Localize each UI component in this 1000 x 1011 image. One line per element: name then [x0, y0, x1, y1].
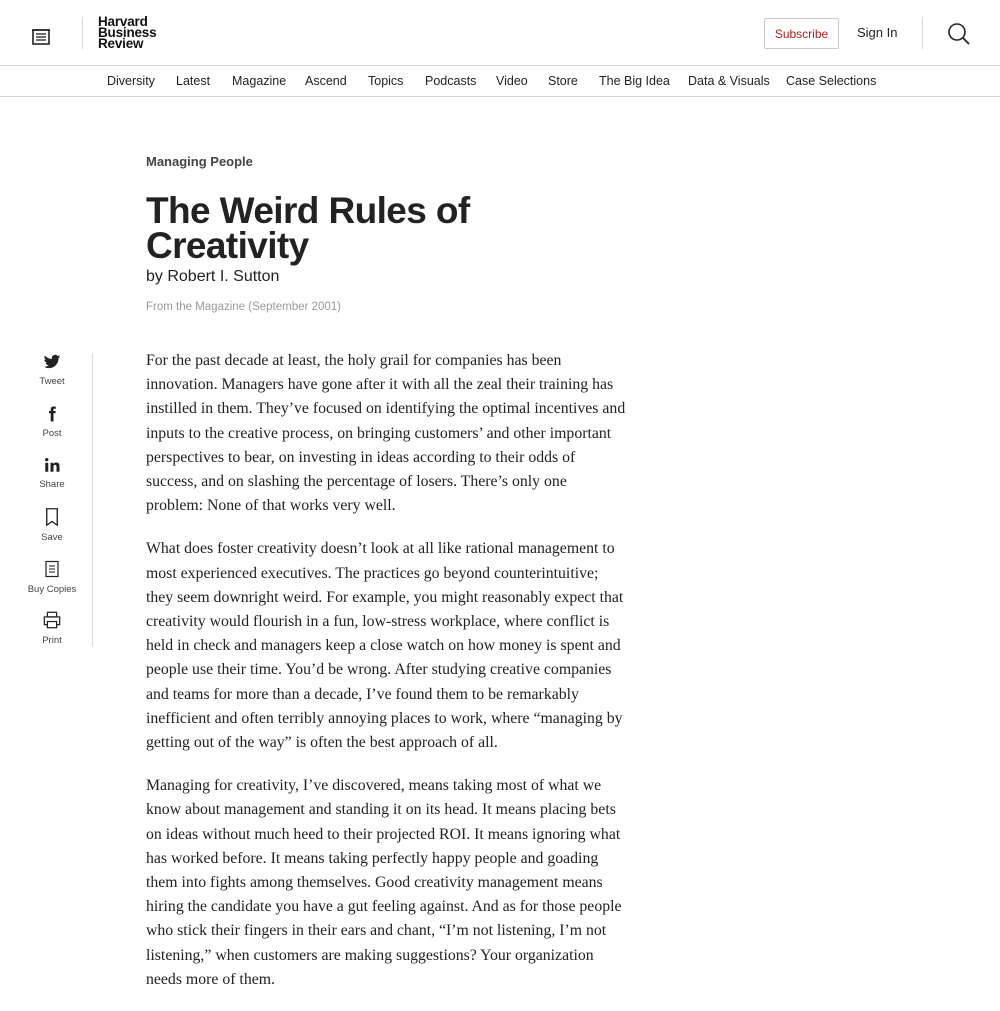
nav-item-magazine[interactable]: Magazine — [232, 74, 287, 88]
article-title: The Weird Rules of Creativity — [146, 190, 470, 266]
share-label: Post — [42, 428, 62, 439]
menu-icon[interactable] — [28, 24, 54, 50]
save-button[interactable] — [22, 507, 82, 543]
nav-item-case-selections[interactable]: Case Selections — [786, 74, 877, 88]
header-divider — [82, 17, 83, 49]
share-label: Save — [41, 532, 63, 543]
search-icon[interactable] — [946, 21, 972, 47]
tweet-button[interactable] — [22, 353, 82, 387]
logo-line: Harvard — [98, 14, 148, 29]
logo-line: Review — [98, 36, 144, 51]
share-label: Share — [39, 479, 65, 490]
linkedin-icon — [43, 456, 61, 474]
article-paragraph: Managing for creativity, I’ve discovered, means taking most of what we know about management and standing it on its head. It means placing bets on ideas without much heed to their projected ROI. It means ignoring what has worked before. It means taking perfectly happy people and goading them into fights among themselves. Good creativity management means hiring the candidate you have a gut feeling against. And as for those people who stick their fingers in their ears and chant, “I’m not listening, I’m not listening,” when customers are making suggestions? Your organization needs more of them. — [146, 777, 622, 988]
header-divider — [922, 17, 923, 49]
article-paragraph: What does foster creativity doesn’t look at all like rational management to most experienced executives. The practices go beyond counterintuitive; they seem downright weird. For example, you might reasonably expect that creativity would flourish in a fun, low-stress workplace, where conflict is held in check and managers keep a close watch on how money is spent and people use their time. You’d be wrong. After studying creative companies and teams for more than a decade, I’ve found them to be remarkably inefficient and often terribly annoying places to work, where “managing by getting out of the way” is often the best approach of all. — [146, 540, 624, 752]
logo-line: Business — [98, 25, 157, 40]
bookmark-icon — [43, 507, 61, 527]
nav-item-ascend[interactable]: Ascend — [305, 74, 347, 88]
nav-item-video[interactable]: Video — [496, 74, 528, 88]
facebook-icon — [43, 405, 61, 423]
share-label: Print — [42, 635, 62, 646]
article-source: From the Magazine (September 2001) — [146, 301, 341, 313]
article-body — [146, 349, 626, 1011]
nav-item-podcasts[interactable]: Podcasts — [425, 74, 477, 88]
article-byline: by Robert I. Sutton — [146, 268, 280, 285]
linkedin-share-button[interactable] — [22, 456, 82, 490]
nav-item-data-visuals[interactable]: Data & Visuals — [688, 74, 770, 88]
share-label: Buy Copies — [27, 584, 77, 595]
nav-item-topics[interactable]: Topics — [368, 74, 404, 88]
nav-item-store[interactable]: Store — [548, 74, 578, 88]
hbr-logo[interactable] — [98, 16, 156, 49]
subscribe-button[interactable]: Subscribe — [764, 18, 839, 49]
top-bar — [0, 0, 1000, 66]
print-button[interactable] — [22, 610, 82, 646]
nav-item-latest[interactable]: Latest — [176, 74, 211, 88]
article-topic-link[interactable]: Managing People — [146, 154, 253, 169]
post-button[interactable] — [22, 405, 82, 439]
twitter-icon — [43, 353, 61, 371]
main-nav — [0, 66, 1000, 97]
nav-item-big-idea[interactable]: The Big Idea — [599, 74, 670, 88]
article-paragraph: For the past decade at least, the holy grail for companies has been innovation. Managers have gone after it with all the zeal their training has instilled in them. They’ve focused on identifying the optimal incentives and inputs to the creative process, on bringing customers’ and other important perspectives to bear, on investing in ideas according to their odds of success, and on slashing the percentage of losers. There’s only one problem: None of that works very well. — [146, 352, 626, 515]
document-icon — [43, 559, 61, 579]
buy-copies-button[interactable] — [22, 559, 82, 595]
sign-in-link[interactable]: Sign In — [857, 25, 898, 40]
printer-icon — [42, 610, 62, 630]
share-label: Tweet — [39, 376, 65, 387]
share-toolbar — [22, 353, 93, 646]
nav-item-diversity[interactable]: Diversity — [107, 74, 155, 88]
